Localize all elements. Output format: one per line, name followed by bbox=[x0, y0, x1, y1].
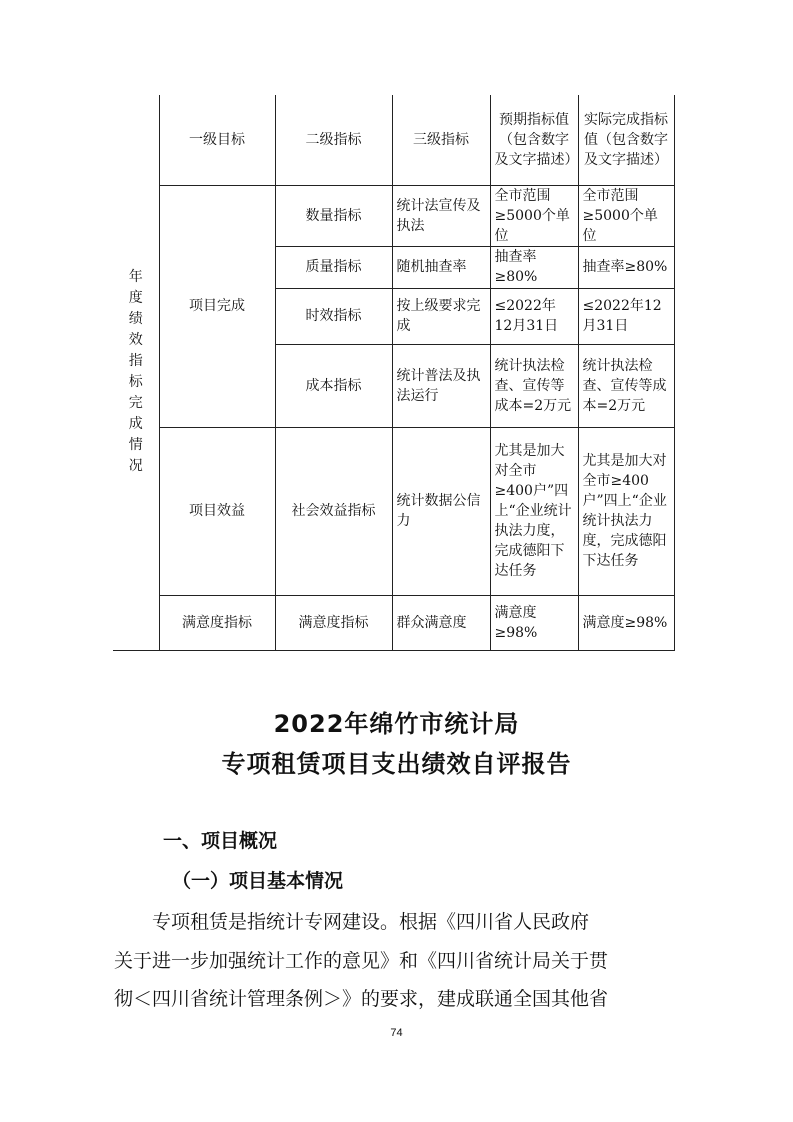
report-title-line1: 2022年绵竹市统计局 bbox=[273, 710, 520, 738]
expected-value: 全市范围≥5000个单位 bbox=[490, 185, 578, 246]
paragraph-line: 专项租赁是指统计专网建设。根据《四川省人民政府 bbox=[152, 911, 590, 933]
category-cell bbox=[113, 95, 159, 650]
expected-value: 满意度≥98% bbox=[490, 595, 578, 650]
expected-value: 统计执法检查、宣传等成本=2万元 bbox=[490, 344, 578, 427]
actual-value: 满意度≥98% bbox=[578, 595, 674, 650]
header-expected: 预期指标值（包含数字及文字描述） bbox=[490, 95, 578, 185]
category-label: 年度绩效指标完成情况 bbox=[128, 269, 143, 475]
header-level3: 三级指标 bbox=[392, 95, 490, 185]
indicator-level3: 随机抽查率 bbox=[392, 246, 490, 288]
page-number: 74 bbox=[390, 1027, 403, 1039]
indicator-level2: 社会效益指标 bbox=[275, 427, 392, 595]
indicator-level2: 成本指标 bbox=[275, 344, 392, 427]
expected-value: 抽查率≥80% bbox=[490, 246, 578, 288]
table-row bbox=[113, 185, 674, 246]
indicator-level2: 质量指标 bbox=[275, 246, 392, 288]
expected-value: ≤2022年12月31日 bbox=[490, 288, 578, 344]
body-paragraph bbox=[114, 903, 680, 1019]
paragraph-line: 关于进一步加强统计工作的意见》和《四川省统计局关于贯 bbox=[114, 949, 609, 972]
paragraph-line: 彻＜四川省统计管理条例＞》的要求，建成联通全国其他省 bbox=[114, 988, 609, 1010]
expected-value: 尤其是加大对全市≥400户”四上“企业统计执法力度，完成德阳下达任务 bbox=[490, 427, 578, 595]
indicator-level2: 时效指标 bbox=[275, 288, 392, 344]
section-heading: 一、项目概况 bbox=[163, 830, 278, 852]
indicator-level2: 满意度指标 bbox=[275, 595, 392, 650]
actual-value: ≤2022年12月31日 bbox=[578, 288, 674, 344]
actual-value: 尤其是加大对全市≥400户”四上“企业统计执法力度，完成德阳下达任务 bbox=[578, 427, 674, 595]
performance-indicator-table bbox=[113, 95, 675, 651]
indicator-level3: 统计法宣传及执法 bbox=[392, 185, 490, 246]
table-row bbox=[113, 427, 674, 595]
goal-satisfaction: 满意度指标 bbox=[159, 595, 275, 650]
subsection-heading: （一）项目基本情况 bbox=[172, 870, 344, 892]
actual-value: 全市范围≥5000个单位 bbox=[578, 185, 674, 246]
indicator-level2: 数量指标 bbox=[275, 185, 392, 246]
table-row bbox=[113, 595, 674, 650]
indicator-level3: 统计普法及执法运行 bbox=[392, 344, 490, 427]
report-title-line2: 专项租赁项目支出绩效自评报告 bbox=[221, 750, 572, 778]
header-level1: 一级目标 bbox=[159, 95, 275, 185]
goal-project-benefit: 项目效益 bbox=[159, 427, 275, 595]
goal-project-completion: 项目完成 bbox=[159, 185, 275, 427]
indicator-level3: 群众满意度 bbox=[392, 595, 490, 650]
header-actual: 实际完成指标值（包含数字及文字描述） bbox=[578, 95, 674, 185]
actual-value: 抽查率≥80% bbox=[578, 246, 674, 288]
actual-value: 统计执法检查、宣传等成本=2万元 bbox=[578, 344, 674, 427]
header-level2: 二级指标 bbox=[275, 95, 392, 185]
indicator-level3: 统计数据公信力 bbox=[392, 427, 490, 595]
indicator-level3: 按上级要求完成 bbox=[392, 288, 490, 344]
